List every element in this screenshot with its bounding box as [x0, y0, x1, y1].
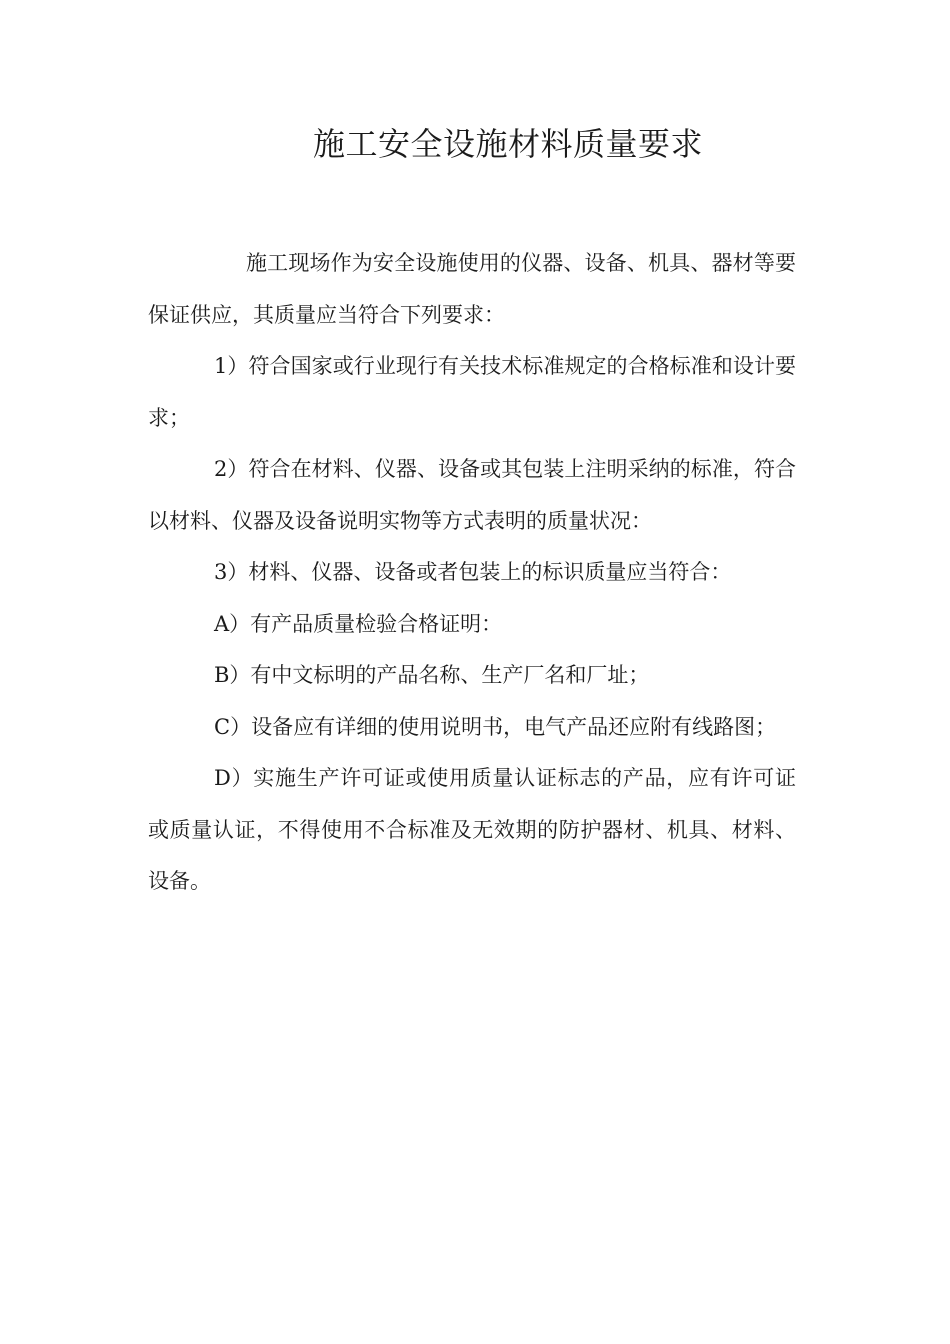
paragraph-item-d: D）实施生产许可证或使用质量认证标志的产品，应有许可证或质量认证，不得使用不合标准及无效期的防护器材、机具、材料、设备。: [148, 766, 796, 893]
paragraph-item-2: 2）符合在材料、仪器、设备或其包装上注明采纳的标准，符合以材料、仪器及设备说明实物等方式表明的质量状况：: [148, 457, 796, 533]
document-title: 施工安全设施材料质量要求: [312, 125, 703, 163]
paragraph-item-a: A）有产品质量检验合格证明：: [214, 611, 503, 636]
paragraph-item-3: 3）材料、仪器、设备或者包装上的标识质量应当符合：: [214, 560, 732, 584]
paragraph-item-1: 1）符合国家或行业现行有关技术标准规定的合格标准和设计要求；: [148, 354, 796, 430]
paragraph-item-c: C）设备应有详细的使用说明书，电气产品还应附有线路图；: [214, 714, 777, 739]
paragraph-item-b: B）有中文标明的产品名称、生产厂名和厂址；: [214, 663, 650, 687]
document-body: [148, 238, 796, 908]
paragraph-intro: 施工现场作为安全设施使用的仪器、设备、机具、器材等要保证供应，其质量应当符合下列要求：: [148, 251, 796, 327]
